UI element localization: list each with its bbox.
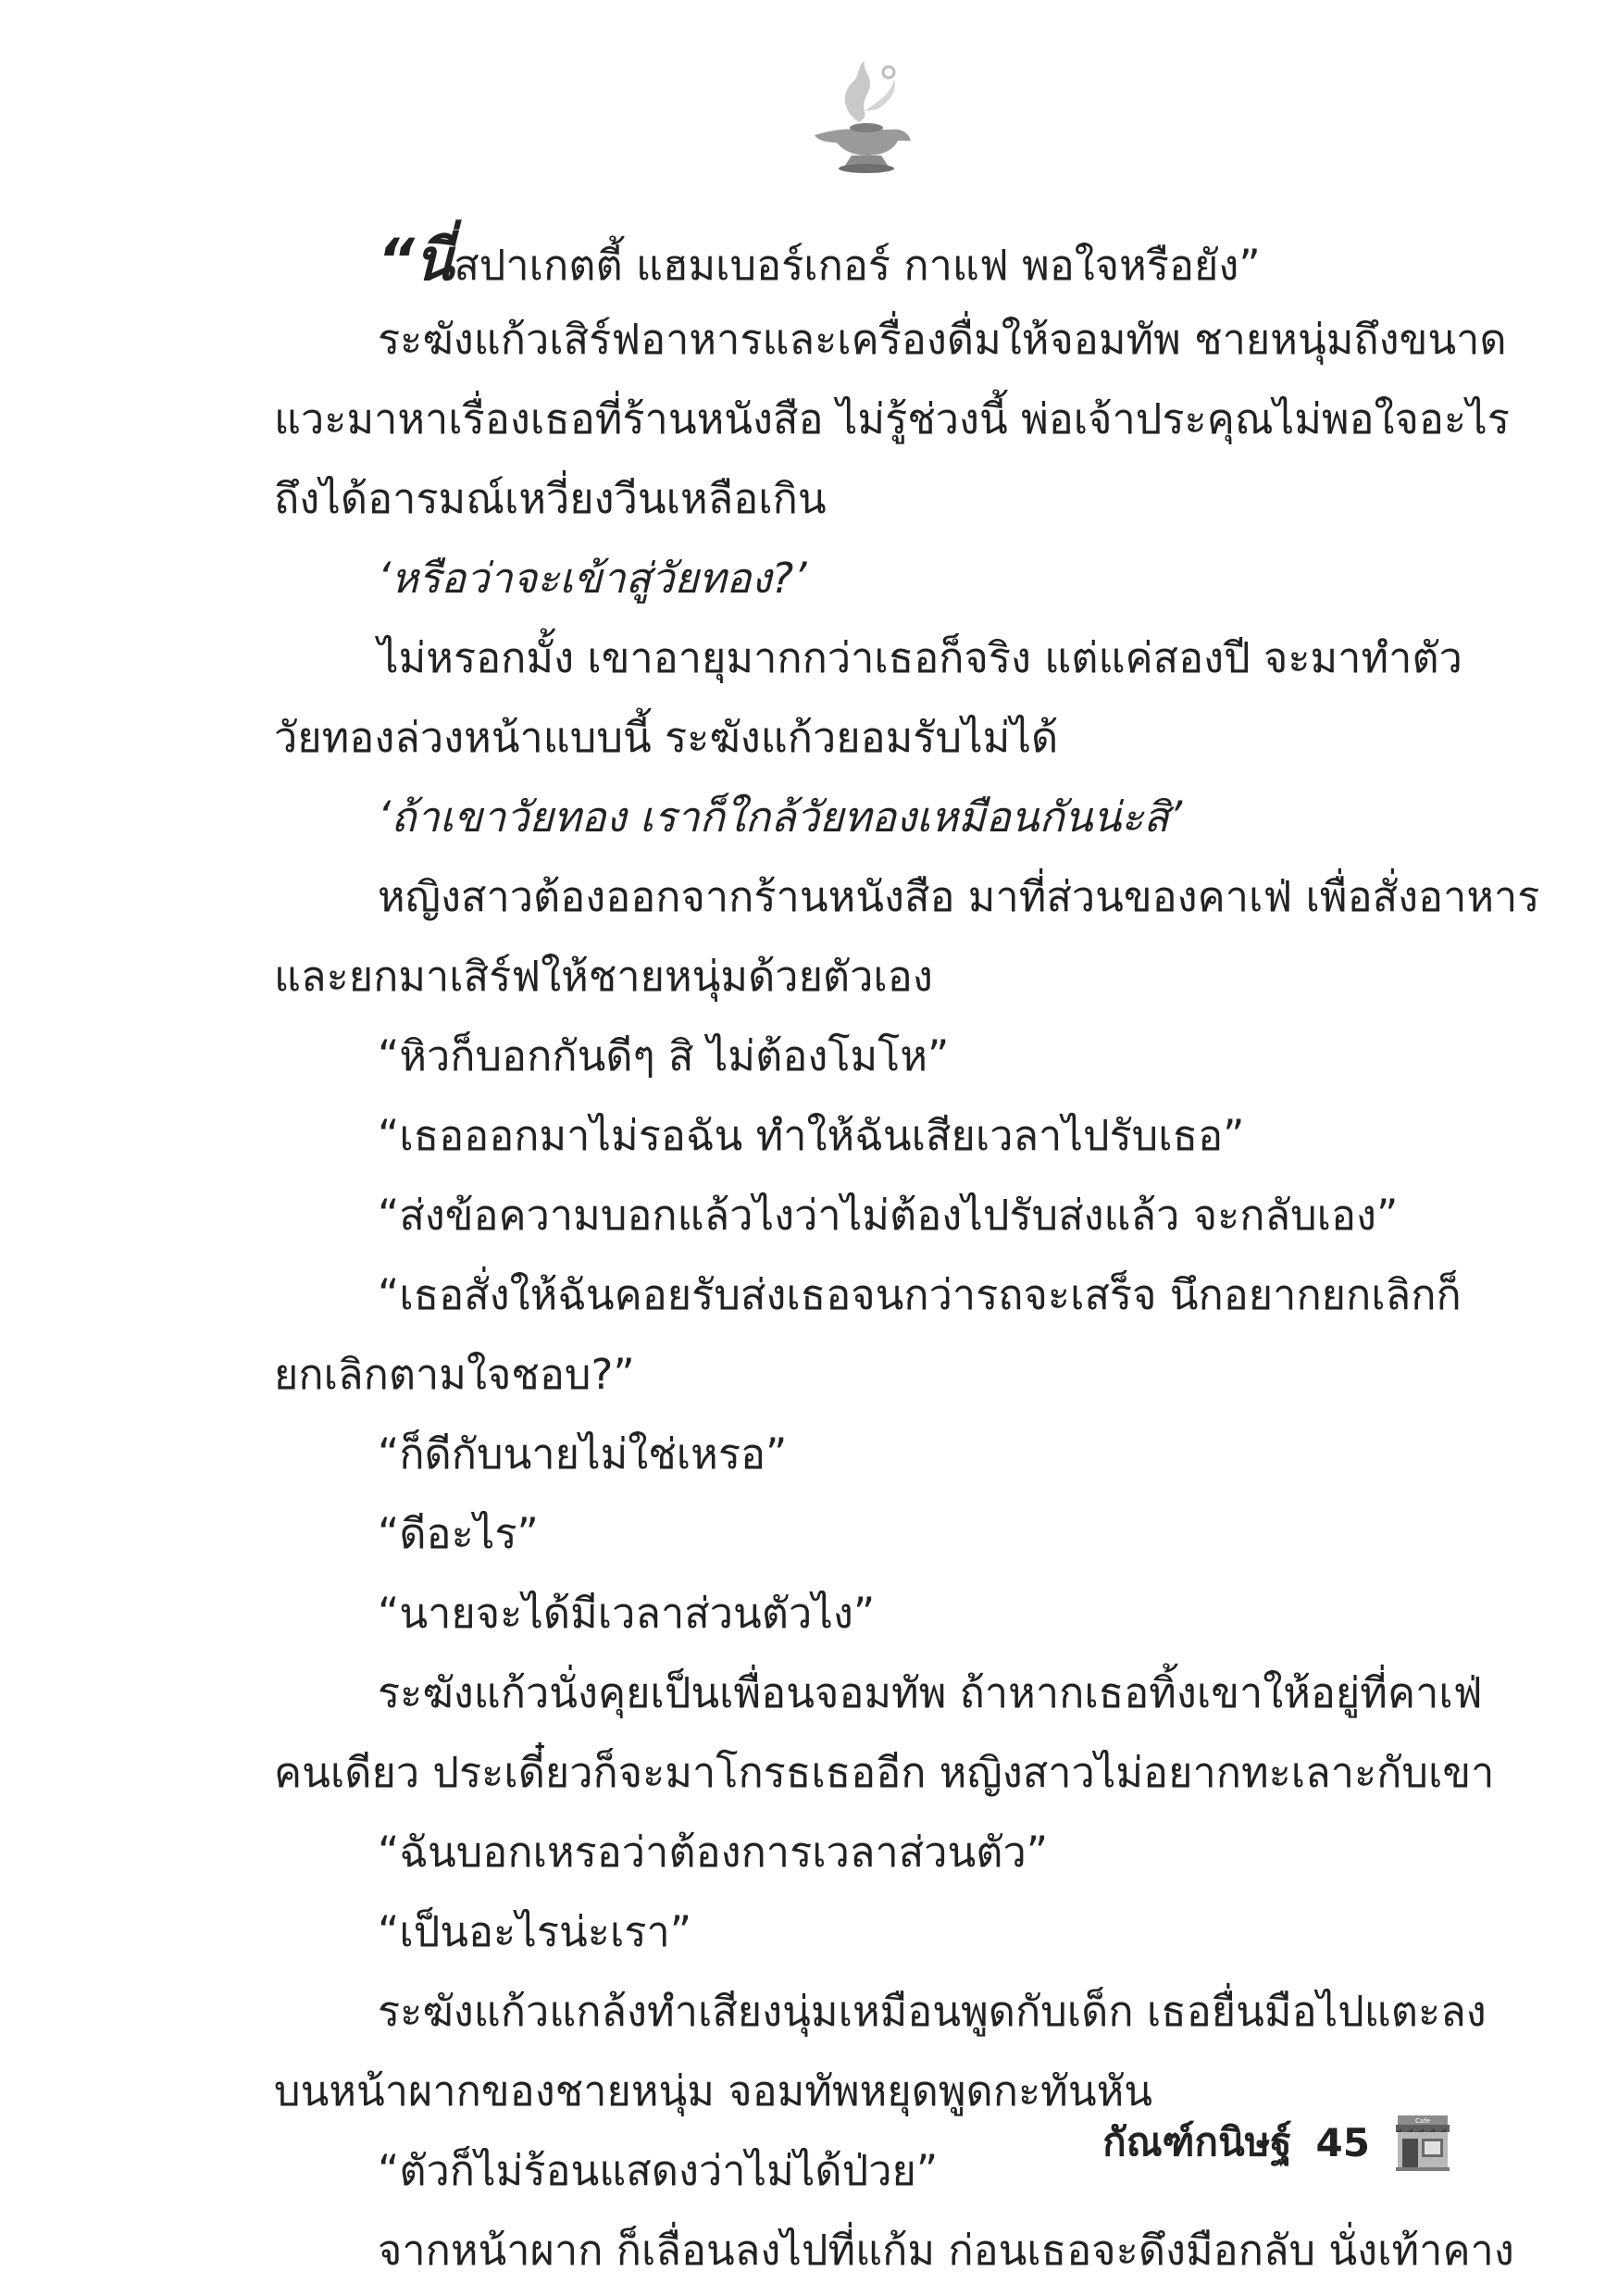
text-line-6: ไม่หรอกมั้ง เขาอายุมากกว่าเธอก็จริง แต่แค่สองปี จะมาทำตัว	[378, 633, 1462, 682]
shop-sign-text: Cafe	[1415, 2117, 1430, 2125]
text-line-20: คนเดียว ประเดี๋ยวก็จะมาโกรธเธออีก หญิงสาวไม่อยากทะเลาะกับเขา	[274, 1748, 1495, 1797]
cafe-shop-icon	[1394, 2114, 1451, 2171]
text-line-13: “ส่งข้อความบอกแล้วไงว่าไม่ต้องไปรับส่งแล้ว จะกลับเอง”	[378, 1191, 1399, 1240]
author-name: กัณฑ์กนิษฐ์	[1102, 2119, 1292, 2165]
text-line-19: ระฆังแก้วนั่งคุยเป็นเพื่อนจอมทัพ ถ้าหากเธอทิ้งเขาให้อยู่ที่คาเฟ่	[378, 1668, 1483, 1717]
text-line-7: วัยทองล่วงหน้าแบบนี้ ระฆังแก้วยอมรับไม่ได้	[274, 713, 1059, 762]
text-line-10: และยกมาเสิร์ฟให้ชายหนุ่มด้วยตัวเอง	[274, 952, 933, 1001]
text-line-8: ‘ถ้าเขาวัยทอง เราก็ใกล้วัยทองเหมือนกันน่ะสิ’	[378, 792, 1183, 842]
text-line-1	[274, 220, 1459, 300]
text-line-4: ถึงได้อารมณ์เหวี่ยงวีนเหลือเกิน	[274, 474, 827, 523]
text-line-12: “เธอออกมาไม่รอฉัน ทำให้ฉันเสียเวลาไปรับเธอ”	[378, 1111, 1245, 1160]
text-line-16: “ก็ดีกับนายไม่ใช่เหรอ”	[378, 1429, 788, 1479]
text-line-23: ระฆังแก้วแกล้งทำเสียงนุ่มเหมือนพูดกับเด็ก เธอยื่นมือไปแตะลง	[378, 1987, 1487, 2036]
text-line-26: จากหน้าผาก ก็เลื่อนลงไปที่แก้ม ก่อนเธอจะดึงมือกลับ นั่งเท้าคาง	[378, 2226, 1514, 2275]
body-text	[274, 220, 1540, 2290]
text-line-11: “หิวก็บอกกันดีๆ สิ ไม่ต้องโมโห”	[378, 1031, 950, 1080]
genie-lamp-ornament-icon	[805, 57, 916, 178]
text-line-9: หญิงสาวต้องออกจากร้านหนังสือ มาที่ส่วนของคาเฟ่ เพื่อสั่งอาหาร	[378, 872, 1540, 921]
text-line-15: ยกเลิกตามใจชอบ?”	[274, 1350, 635, 1399]
text-line-21: “ฉันบอกเหรอว่าต้องการเวลาส่วนตัว”	[378, 1828, 1049, 1877]
text-line-18: “นายจะได้มีเวลาส่วนตัวไง”	[378, 1589, 876, 1638]
line-text: สปาเกตตี้ แฮมเบอร์เกอร์ กาแฟ พอใจหรือยัง”	[454, 241, 1261, 290]
text-line-17: “ดีอะไร”	[378, 1509, 539, 1558]
text-line-3: แวะมาหาเรื่องเธอที่ร้านหนังสือ ไม่รู้ช่วงนี้ พ่อเจ้าประคุณไม่พอใจอะไร	[274, 394, 1510, 443]
text-line-2: ระฆังแก้วเสิร์ฟอาหารและเครื่องดื่มให้จอมทัพ ชายหนุ่มถึงขนาด	[378, 315, 1507, 364]
page-footer	[1102, 2109, 1451, 2176]
text-line-5: ‘หรือว่าจะเข้าสู่วัยทอง?’	[378, 554, 807, 603]
lead-word: “นี่	[378, 226, 454, 293]
text-line-22: “เป็นอะไรน่ะเรา”	[378, 1907, 692, 1956]
text-line-14: “เธอสั่งให้ฉันคอยรับส่งเธอจนกว่ารถจะเสร็จ นึกอยากยกเลิกก็	[378, 1270, 1462, 1319]
text-line-24: บนหน้าผากของชายหนุ่ม จอมทัพหยุดพูดกะทันหัน	[274, 2066, 1153, 2115]
text-line-25: “ตัวก็ไม่ร้อนแสดงว่าไม่ได้ป่วย”	[378, 2146, 939, 2195]
page-number: 45	[1315, 2119, 1370, 2165]
